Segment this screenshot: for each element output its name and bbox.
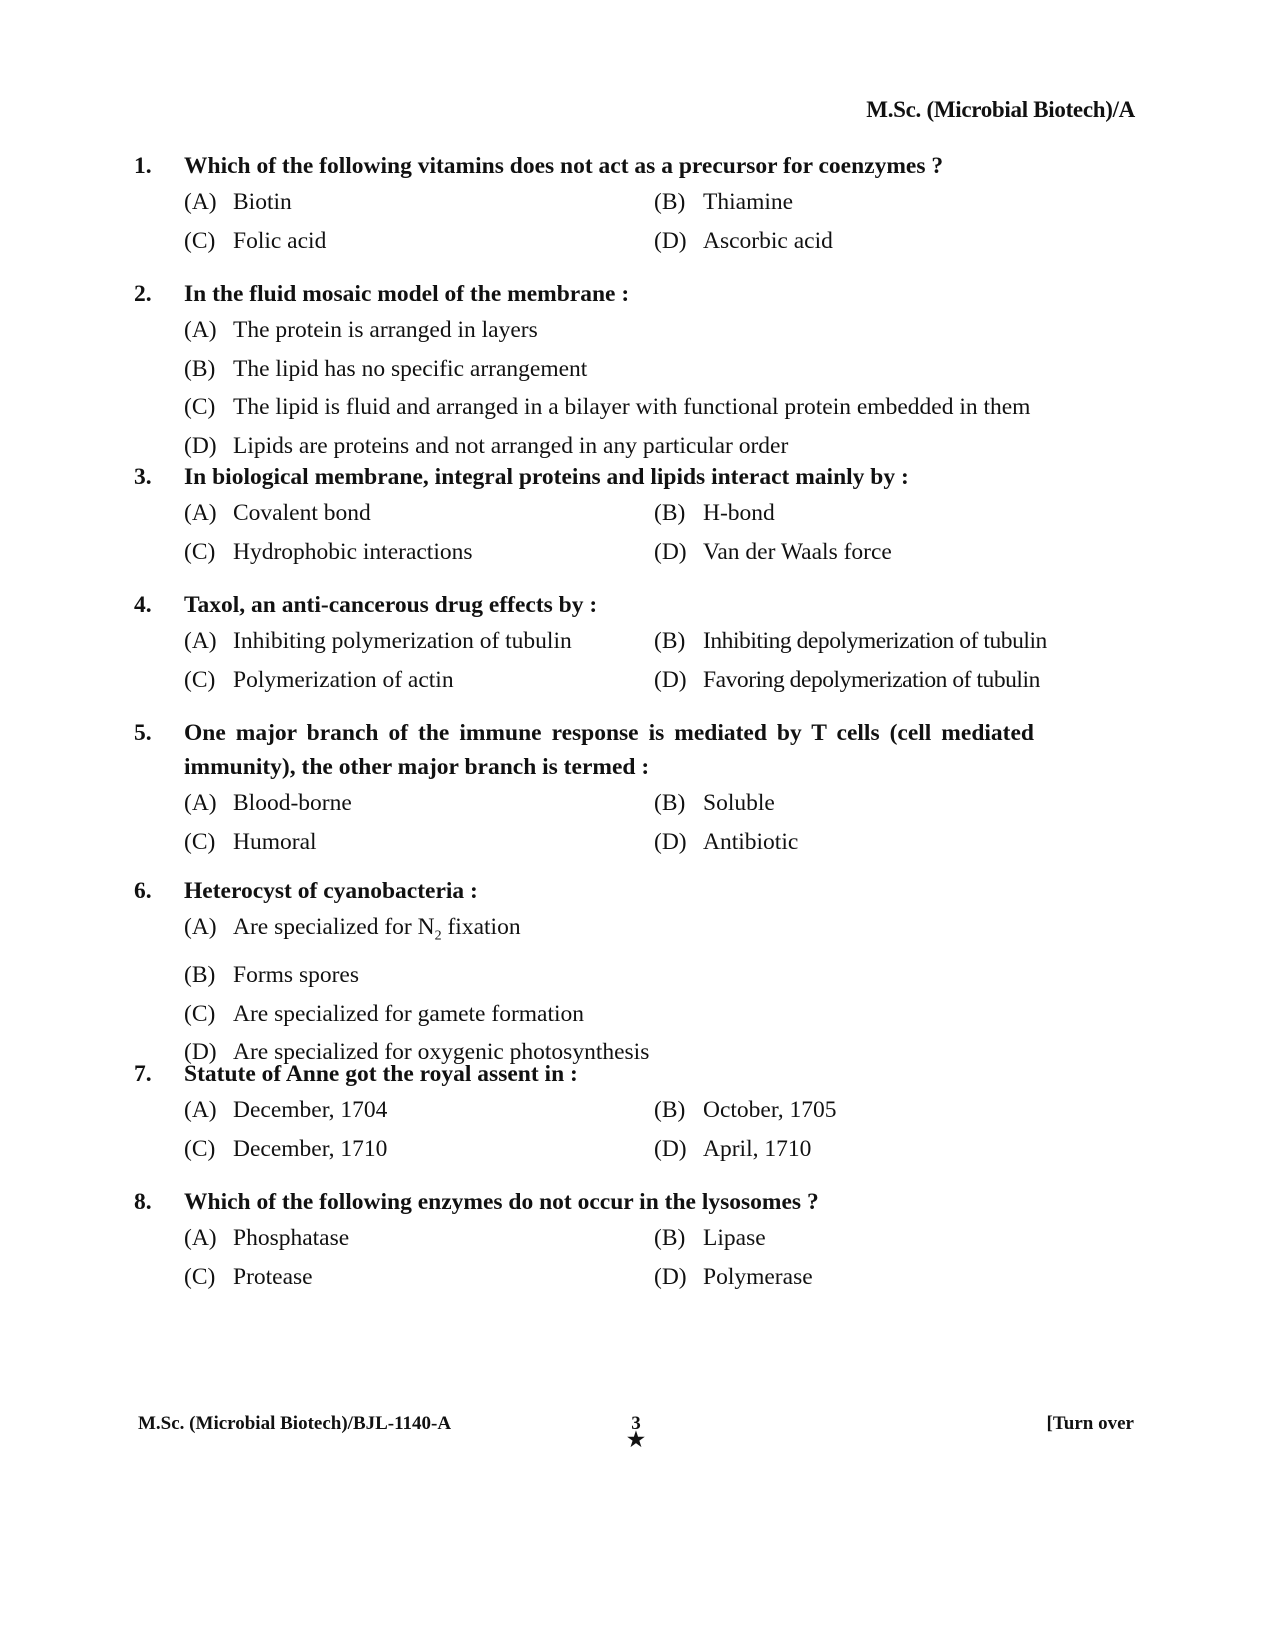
question-text: Which of the following vitamins does not act as a precursor for coenzymes ? xyxy=(184,153,944,179)
question-text: One major branch of the immune response is mediated by T cells (cell mediated immunity), the other major branch is termed : xyxy=(184,720,1034,780)
option-text: Polymerization of actin xyxy=(233,666,454,693)
option-letter: (C) xyxy=(184,394,216,420)
option-letter: (B) xyxy=(654,628,686,654)
option-b xyxy=(654,1091,1124,1130)
option-text: Protease xyxy=(233,1263,313,1290)
option-text xyxy=(233,908,521,956)
option-letter: (D) xyxy=(654,1263,687,1290)
option-text: Soluble xyxy=(703,790,775,816)
question-2 xyxy=(134,277,1084,465)
option-text: Are specialized for oxygenic photosynthesis xyxy=(233,1039,650,1066)
option-text: April, 1710 xyxy=(703,1135,812,1162)
footer-paper-code: M.Sc. (Microbial Biotech)/BJL-1140-A xyxy=(138,1413,452,1434)
option-letter: (A) xyxy=(184,914,217,940)
option-text: Humoral xyxy=(233,828,317,855)
option-text: Lipids are proteins and not arranged in any particular order xyxy=(233,432,789,459)
option-b xyxy=(654,784,1124,823)
option-c xyxy=(184,1258,654,1297)
option-text: The lipid is fluid and arranged in a bilayer with functional protein embedded in them xyxy=(233,394,1031,420)
option-letter: (A) xyxy=(184,317,217,343)
option-text: Folic acid xyxy=(233,227,327,254)
option-text: Inhibiting depolymerization of tubulin xyxy=(703,628,1047,654)
option-text: October, 1705 xyxy=(703,1097,837,1123)
option-letter: (B) xyxy=(654,790,686,816)
option-text: Blood-borne xyxy=(233,790,352,816)
question-1 xyxy=(134,149,1084,260)
option-d xyxy=(654,823,1124,862)
option-letter: (A) xyxy=(184,790,217,816)
option-a xyxy=(184,183,654,222)
option-letter: (A) xyxy=(184,1225,217,1251)
option-text: December, 1704 xyxy=(233,1097,388,1123)
option-text: December, 1710 xyxy=(233,1135,388,1162)
question-text: In the fluid mosaic model of the membrane : xyxy=(184,281,630,307)
option-text: Biotin xyxy=(233,189,292,215)
option-letter: (D) xyxy=(654,666,687,693)
option-b xyxy=(654,494,1124,533)
question-number: 7. xyxy=(134,1061,152,1087)
page-number: 3 xyxy=(631,1413,641,1434)
option-b xyxy=(184,956,1084,995)
question-number: 6. xyxy=(134,878,152,904)
option-c xyxy=(184,388,1084,427)
option-a xyxy=(184,622,654,661)
option-b xyxy=(654,183,1124,222)
option-d xyxy=(654,1258,1124,1297)
question-number: 8. xyxy=(134,1189,152,1215)
option-letter: (B) xyxy=(654,1225,686,1251)
option-letter: (D) xyxy=(654,1135,687,1162)
option-d xyxy=(654,1130,1124,1169)
option-text: Antibiotic xyxy=(703,828,799,855)
option-d xyxy=(654,661,1124,700)
option-a xyxy=(184,1091,654,1130)
option-letter: (C) xyxy=(184,1263,216,1290)
option-text: H-bond xyxy=(703,500,775,526)
option-text: Polymerase xyxy=(703,1263,813,1290)
option-letter: (C) xyxy=(184,538,216,565)
option-text-main: Are specialized for N xyxy=(233,914,435,940)
option-text-after: fixation xyxy=(441,914,521,940)
option-text: Ascorbic acid xyxy=(703,227,833,254)
option-text: Favoring depolymerization of tubulin xyxy=(703,666,1040,693)
option-letter: (B) xyxy=(654,189,686,215)
option-text: The lipid has no specific arrangement xyxy=(233,355,588,382)
question-number: 4. xyxy=(134,592,152,618)
option-b xyxy=(184,350,1084,389)
question-number: 2. xyxy=(134,281,152,307)
option-c xyxy=(184,995,1084,1034)
question-5 xyxy=(134,716,1084,861)
option-letter: (B) xyxy=(184,355,216,382)
option-d xyxy=(654,222,1124,261)
option-c xyxy=(184,823,654,862)
question-text: Heterocyst of cyanobacteria : xyxy=(184,878,478,904)
option-text: Thiamine xyxy=(703,189,794,215)
question-text: Taxol, an anti-cancerous drug effects by : xyxy=(184,592,598,618)
option-letter: (A) xyxy=(184,1097,217,1123)
option-c xyxy=(184,1130,654,1169)
star-icon: ★ xyxy=(627,1429,645,1451)
option-text: Lipase xyxy=(703,1225,766,1251)
paper-code-header: M.Sc. (Microbial Biotech)/A xyxy=(866,97,1135,122)
option-letter: (C) xyxy=(184,1135,216,1162)
option-a xyxy=(184,908,1084,956)
option-c xyxy=(184,533,654,572)
option-text: Hydrophobic interactions xyxy=(233,538,473,565)
question-6 xyxy=(134,874,1084,1072)
question-text: Statute of Anne got the royal assent in : xyxy=(184,1061,578,1087)
turn-over-label: [Turn over xyxy=(1046,1413,1134,1434)
option-letter: (D) xyxy=(654,538,687,565)
option-letter: (B) xyxy=(654,500,686,526)
option-letter: (D) xyxy=(654,828,687,855)
option-text: Inhibiting polymerization of tubulin xyxy=(233,628,572,654)
question-number: 1. xyxy=(134,153,152,179)
option-text: Van der Waals force xyxy=(703,538,892,565)
subscript: 2 xyxy=(434,928,442,944)
question-number: 5. xyxy=(134,720,152,746)
question-7 xyxy=(134,1057,1084,1168)
option-letter: (A) xyxy=(184,628,217,654)
option-a xyxy=(184,494,654,533)
option-a xyxy=(184,784,654,823)
option-letter: (A) xyxy=(184,189,217,215)
option-text: Covalent bond xyxy=(233,500,371,526)
option-c xyxy=(184,222,654,261)
option-d xyxy=(654,533,1124,572)
option-letter: (A) xyxy=(184,500,217,526)
option-letter: (B) xyxy=(184,962,216,989)
option-a xyxy=(184,311,1084,350)
option-letter: (D) xyxy=(654,227,687,254)
option-b xyxy=(654,622,1124,661)
option-letter: (B) xyxy=(654,1097,686,1123)
question-text: In biological membrane, integral proteins and lipids interact mainly by : xyxy=(184,464,909,490)
option-letter: (D) xyxy=(184,432,217,459)
option-text: Phosphatase xyxy=(233,1225,350,1251)
option-letter: (C) xyxy=(184,666,216,693)
question-3 xyxy=(134,460,1084,571)
option-text: Forms spores xyxy=(233,962,359,989)
option-b xyxy=(654,1219,1124,1258)
question-text: Which of the following enzymes do not occur in the lysosomes ? xyxy=(184,1189,819,1215)
option-letter: (C) xyxy=(184,1000,216,1027)
option-letter: (D) xyxy=(184,1039,217,1066)
option-text: Are specialized for gamete formation xyxy=(233,1000,585,1027)
question-8 xyxy=(134,1185,1084,1296)
option-a xyxy=(184,1219,654,1258)
option-c xyxy=(184,661,654,700)
option-letter: (C) xyxy=(184,828,216,855)
page-footer xyxy=(138,1413,1134,1453)
question-number: 3. xyxy=(134,464,152,490)
option-text: The protein is arranged in layers xyxy=(233,317,538,343)
question-4 xyxy=(134,588,1084,699)
option-letter: (C) xyxy=(184,227,216,254)
